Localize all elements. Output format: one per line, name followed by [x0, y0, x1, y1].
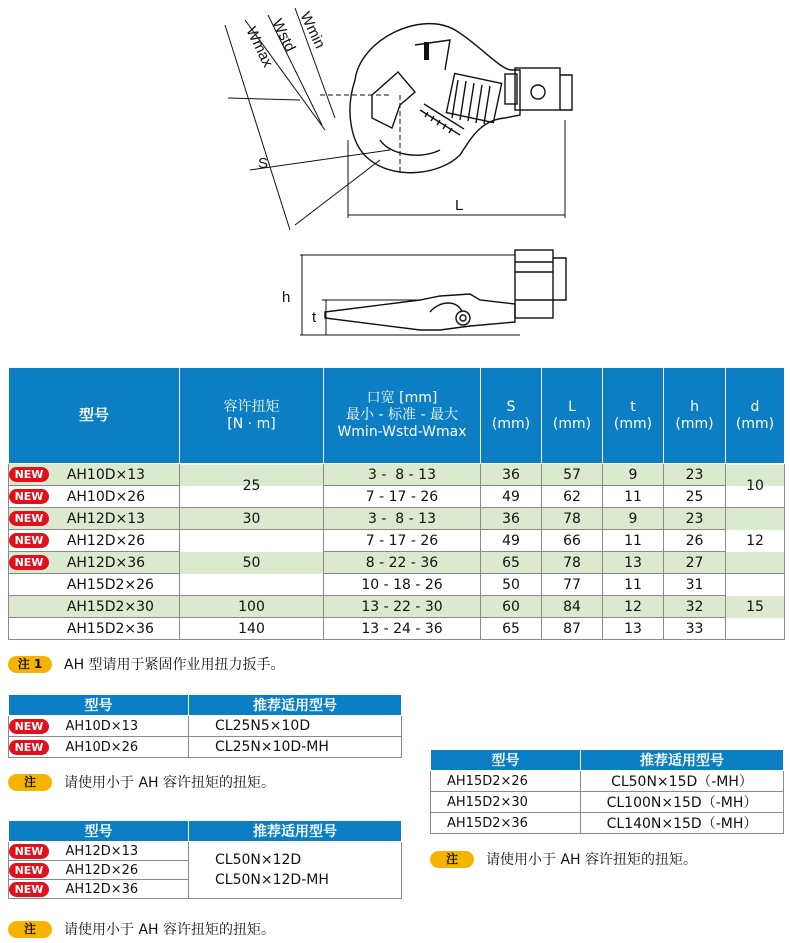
table-row — [9, 842, 402, 861]
note-badge: 注 — [430, 851, 474, 868]
recommended-cell: CL50N×15D（-MH） — [581, 771, 784, 792]
width-cell: 8 - 22 - 36 — [324, 552, 481, 574]
s-cell: 49 — [481, 486, 542, 508]
recommended-cell: CL140N×15D（-MH） — [581, 813, 784, 834]
s-cell: 60 — [481, 596, 542, 618]
h-cell: 25 — [664, 486, 726, 508]
recommended-cell: CL25N×10D-MH — [189, 737, 402, 758]
new-badge: NEW — [9, 489, 49, 504]
h-cell: 33 — [664, 618, 726, 640]
table-row — [9, 737, 402, 758]
t-cell: 11 — [603, 486, 664, 508]
recommended-cell — [189, 842, 402, 899]
h-cell: 32 — [664, 596, 726, 618]
model-cell: AH15D2×36 — [431, 813, 581, 834]
header-t — [603, 368, 664, 464]
model-cell — [9, 861, 189, 880]
model-name: AH12D×13 — [65, 843, 139, 859]
new-badge: NEW — [9, 719, 49, 734]
compat-table-ah15 — [430, 749, 784, 834]
model-name: AH10D×13 — [66, 466, 146, 483]
width-cell: 7 - 17 - 26 — [324, 530, 481, 552]
note-text: 请使用小于 AH 容许扭矩的扭矩。 — [64, 922, 276, 938]
header-l-unit: (mm) — [552, 415, 592, 432]
model-name: AH12D×36 — [65, 881, 139, 897]
note-badge: 注 — [8, 774, 52, 791]
t-cell: 13 — [603, 552, 664, 574]
model-cell — [9, 842, 189, 861]
dim-l-label: L — [455, 197, 464, 214]
header-width-line3: Wmin-Wstd-Wmax — [337, 424, 467, 440]
header-model: 型号 — [9, 821, 189, 842]
note-text: 请使用小于 AH 容许扭矩的扭矩。 — [64, 775, 276, 791]
new-badge: NEW — [9, 863, 49, 878]
s-cell: 49 — [481, 530, 542, 552]
header-d-unit: (mm) — [735, 415, 775, 432]
dim-wmin-label: Wmin — [296, 9, 329, 52]
l-cell: 78 — [542, 508, 603, 530]
model-cell — [9, 618, 180, 640]
width-cell: 13 - 22 - 30 — [324, 596, 481, 618]
model-cell — [9, 737, 189, 758]
t-cell: 12 — [603, 596, 664, 618]
torque-cell: 50 — [180, 530, 324, 596]
header-model: 型号 — [9, 695, 189, 716]
l-cell: 62 — [542, 486, 603, 508]
header-t-label: t — [630, 398, 636, 415]
torque-cell: 140 — [180, 618, 324, 640]
l-cell: 84 — [542, 596, 603, 618]
header-h-label: h — [690, 398, 699, 415]
torque-cell: 100 — [180, 596, 324, 618]
l-cell: 57 — [542, 464, 603, 486]
new-badge: NEW — [9, 740, 49, 755]
compat-table-ah12 — [8, 820, 402, 899]
model-name: AH10D×26 — [65, 739, 139, 755]
t-cell: 11 — [603, 574, 664, 596]
l-cell: 78 — [542, 552, 603, 574]
note-ah15 — [430, 849, 697, 869]
model-name: AH15D2×36 — [66, 620, 154, 637]
header-l — [542, 368, 603, 464]
spec-table — [8, 367, 785, 640]
note-ah12 — [8, 919, 275, 939]
header-l-label: L — [568, 398, 576, 415]
header-d-label: d — [750, 398, 760, 415]
dim-wmax-label: Wmax — [242, 24, 277, 70]
header-torque — [180, 368, 324, 464]
l-cell: 77 — [542, 574, 603, 596]
width-cell: 3 - 8 - 13 — [324, 464, 481, 486]
d-cell: 12 — [726, 508, 785, 574]
model-name: AH10D×26 — [66, 488, 146, 505]
dim-s-label: S — [258, 155, 269, 172]
table-row — [9, 486, 785, 508]
d-cell: 10 — [726, 464, 785, 508]
width-cell: 13 - 24 - 36 — [324, 618, 481, 640]
h-cell: 27 — [664, 552, 726, 574]
header-model: 型号 — [9, 368, 180, 464]
model-cell — [9, 552, 180, 574]
new-badge: NEW — [9, 555, 49, 570]
table-row — [9, 464, 785, 486]
table-row — [9, 530, 785, 552]
h-cell: 23 — [664, 508, 726, 530]
header-t-unit: (mm) — [613, 415, 653, 432]
model-cell — [9, 596, 180, 618]
new-badge: NEW — [9, 882, 49, 897]
model-cell — [9, 486, 180, 508]
recommended-cell: CL25N5×10D — [189, 716, 402, 737]
model-cell: AH15D2×30 — [431, 792, 581, 813]
recommended-line2: CL50N×12D-MH — [215, 872, 329, 888]
note-text: AH 型请用于紧固作业用扭力扳手。 — [64, 657, 285, 673]
table-row — [9, 596, 785, 618]
recommended-line1: CL50N×12D — [215, 852, 302, 868]
header-width-line1: 口宽 [mm] — [366, 390, 438, 406]
model-cell: AH15D2×26 — [431, 771, 581, 792]
width-cell: 7 - 17 - 26 — [324, 486, 481, 508]
torque-cell: 25 — [180, 464, 324, 508]
t-cell: 11 — [603, 530, 664, 552]
header-torque-line1: 容许扭矩 — [223, 398, 280, 415]
model-cell — [9, 464, 180, 486]
note-1 — [8, 654, 285, 674]
t-cell: 9 — [603, 464, 664, 486]
model-cell — [9, 530, 180, 552]
new-badge: NEW — [9, 533, 49, 548]
table-row — [9, 552, 785, 574]
dim-wstd-label: Wstd — [268, 16, 299, 55]
torque-cell: 30 — [180, 508, 324, 530]
table-row — [9, 618, 785, 640]
wrench-top-view-drawing — [0, 0, 790, 350]
s-cell: 65 — [481, 618, 542, 640]
t-cell: 9 — [603, 508, 664, 530]
model-name: AH15D2×26 — [66, 576, 154, 593]
h-cell: 26 — [664, 530, 726, 552]
s-cell: 65 — [481, 552, 542, 574]
model-name: AH12D×36 — [66, 554, 146, 571]
model-cell — [9, 880, 189, 899]
new-badge: NEW — [9, 511, 49, 526]
compat-table-ah10 — [8, 694, 402, 758]
model-cell — [9, 508, 180, 530]
model-name: AH12D×26 — [66, 532, 146, 549]
model-name: AH12D×13 — [66, 510, 146, 527]
header-width-line2: 最小 - 标准 - 最大 — [346, 407, 458, 423]
h-cell: 23 — [664, 464, 726, 486]
recommended-cell: CL100N×15D（-MH） — [581, 792, 784, 813]
note-text: 请使用小于 AH 容许扭矩的扭矩。 — [486, 852, 698, 868]
header-torque-line2: [N · m] — [227, 415, 276, 432]
header-model: 型号 — [431, 750, 581, 771]
s-cell: 36 — [481, 464, 542, 486]
table-row — [431, 792, 784, 813]
header-h — [664, 368, 726, 464]
header-recommended: 推荐适用型号 — [189, 695, 402, 716]
l-cell: 66 — [542, 530, 603, 552]
model-cell — [9, 716, 189, 737]
note-badge: 注 — [8, 921, 52, 938]
header-s-label: S — [506, 398, 516, 415]
s-cell: 36 — [481, 508, 542, 530]
width-cell: 3 - 8 - 13 — [324, 508, 481, 530]
new-badge: NEW — [9, 467, 49, 482]
header-s — [481, 368, 542, 464]
l-cell: 87 — [542, 618, 603, 640]
t-cell: 13 — [603, 618, 664, 640]
width-cell: 10 - 18 - 26 — [324, 574, 481, 596]
table-row — [431, 813, 784, 834]
s-cell: 50 — [481, 574, 542, 596]
model-name: AH12D×26 — [65, 862, 139, 878]
new-badge: NEW — [9, 844, 49, 859]
model-cell — [9, 574, 180, 596]
dim-t-label: t — [312, 309, 317, 326]
dim-h-label: h — [282, 289, 291, 306]
model-name: AH15D2×30 — [66, 598, 154, 615]
header-h-unit: (mm) — [675, 415, 714, 432]
table-row — [431, 771, 784, 792]
header-recommended: 推荐适用型号 — [581, 750, 784, 771]
header-d — [726, 368, 785, 464]
table-row — [9, 508, 785, 530]
table-row — [9, 716, 402, 737]
table-row — [9, 574, 785, 596]
d-cell: 15 — [726, 574, 785, 640]
note-badge: 注 1 — [8, 656, 52, 673]
model-name: AH10D×13 — [65, 718, 139, 734]
note-ah10 — [8, 772, 275, 792]
header-recommended: 推荐适用型号 — [189, 821, 402, 842]
header-s-unit: (mm) — [491, 415, 531, 432]
header-width — [324, 368, 481, 464]
h-cell: 31 — [664, 574, 726, 596]
